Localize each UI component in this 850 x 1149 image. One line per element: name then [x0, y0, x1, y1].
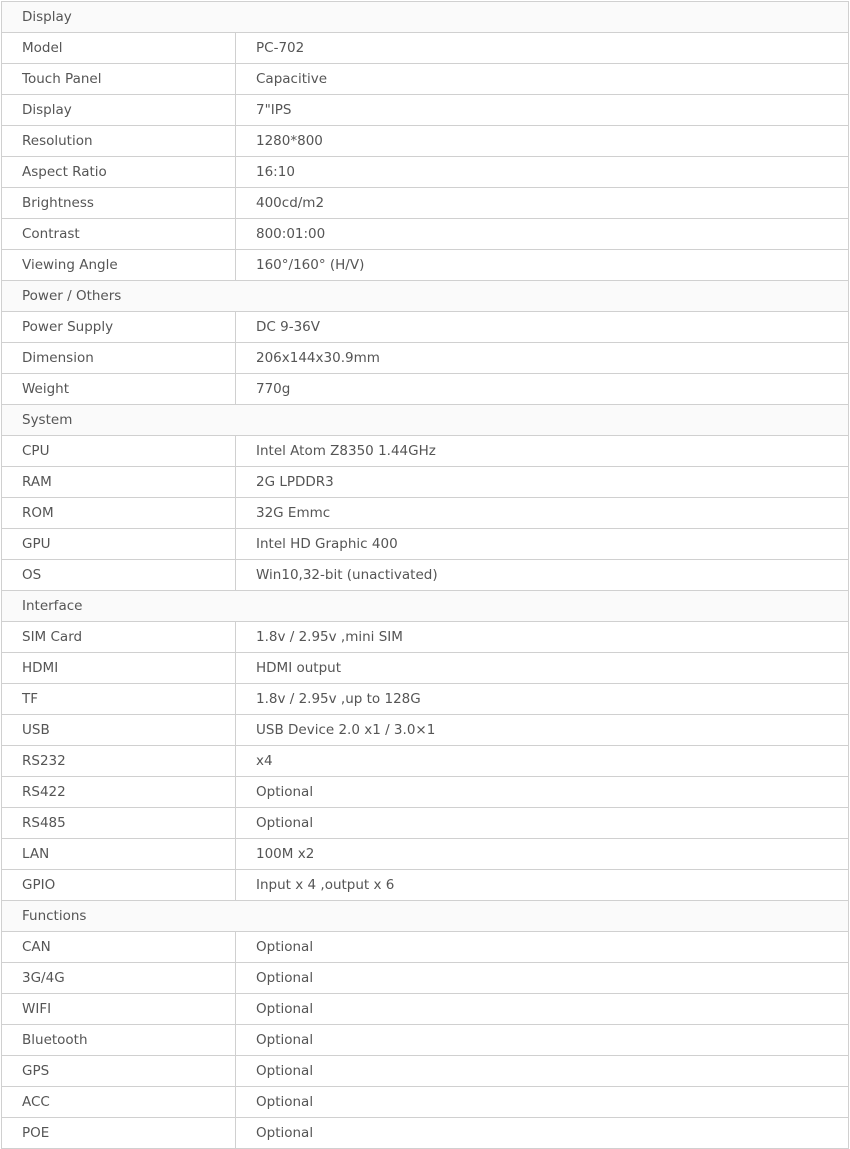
- table-row: [2, 436, 849, 467]
- spec-value: x4: [236, 746, 849, 777]
- table-row: [2, 95, 849, 126]
- spec-label: TF: [2, 684, 236, 715]
- section-title: Power / Others: [2, 281, 849, 312]
- spec-value: DC 9-36V: [236, 312, 849, 343]
- spec-label: OS: [2, 560, 236, 591]
- spec-value: 32G Emmc: [236, 498, 849, 529]
- table-row: [2, 777, 849, 808]
- spec-value: USB Device 2.0 x1 / 3.0×1: [236, 715, 849, 746]
- spec-value: 770g: [236, 374, 849, 405]
- spec-value: Optional: [236, 777, 849, 808]
- spec-value: 800:01:00: [236, 219, 849, 250]
- spec-label: POE: [2, 1118, 236, 1149]
- spec-label: RS485: [2, 808, 236, 839]
- spec-value: Optional: [236, 808, 849, 839]
- table-row: [2, 653, 849, 684]
- spec-value: 1280*800: [236, 126, 849, 157]
- spec-label: WIFI: [2, 994, 236, 1025]
- spec-value: 1.8v / 2.95v ,mini SIM: [236, 622, 849, 653]
- spec-label: Model: [2, 33, 236, 64]
- table-row: [2, 126, 849, 157]
- table-row: [2, 715, 849, 746]
- table-row: [2, 157, 849, 188]
- spec-label: LAN: [2, 839, 236, 870]
- section-title: Interface: [2, 591, 849, 622]
- spec-label: Bluetooth: [2, 1025, 236, 1056]
- table-row: [2, 808, 849, 839]
- spec-label: Contrast: [2, 219, 236, 250]
- section-title: System: [2, 405, 849, 436]
- spec-label: RS422: [2, 777, 236, 808]
- spec-label: SIM Card: [2, 622, 236, 653]
- spec-label: Brightness: [2, 188, 236, 219]
- spec-value: Optional: [236, 932, 849, 963]
- spec-value: Win10,32-bit (unactivated): [236, 560, 849, 591]
- spec-label: CAN: [2, 932, 236, 963]
- spec-value: 100M x2: [236, 839, 849, 870]
- spec-label: RS232: [2, 746, 236, 777]
- section-header-row: [2, 901, 849, 932]
- spec-value: 400cd/m2: [236, 188, 849, 219]
- spec-label: Display: [2, 95, 236, 126]
- section-header-row: [2, 405, 849, 436]
- spec-value: PC-702: [236, 33, 849, 64]
- table-row: [2, 684, 849, 715]
- spec-value: Intel HD Graphic 400: [236, 529, 849, 560]
- section-header-row: [2, 281, 849, 312]
- table-row: [2, 1056, 849, 1087]
- spec-value: HDMI output: [236, 653, 849, 684]
- spec-value: Intel Atom Z8350 1.44GHz: [236, 436, 849, 467]
- table-row: [2, 343, 849, 374]
- table-row: [2, 560, 849, 591]
- spec-value: Input x 4 ,output x 6: [236, 870, 849, 901]
- spec-value: Optional: [236, 1087, 849, 1118]
- spec-label: Dimension: [2, 343, 236, 374]
- section-header-row: [2, 591, 849, 622]
- spec-value: Optional: [236, 994, 849, 1025]
- spec-label: ROM: [2, 498, 236, 529]
- table-row: [2, 994, 849, 1025]
- spec-label: RAM: [2, 467, 236, 498]
- spec-label: CPU: [2, 436, 236, 467]
- spec-value: Optional: [236, 963, 849, 994]
- table-row: [2, 746, 849, 777]
- spec-label: Aspect Ratio: [2, 157, 236, 188]
- table-row: [2, 250, 849, 281]
- spec-value: 2G LPDDR3: [236, 467, 849, 498]
- spec-value: Capacitive: [236, 64, 849, 95]
- table-row: [2, 498, 849, 529]
- spec-label: HDMI: [2, 653, 236, 684]
- table-row: [2, 374, 849, 405]
- spec-value: Optional: [236, 1025, 849, 1056]
- spec-label: Weight: [2, 374, 236, 405]
- table-row: [2, 622, 849, 653]
- section-title: Display: [2, 2, 849, 33]
- spec-table-body: [2, 2, 849, 1149]
- table-row: [2, 1118, 849, 1149]
- spec-value: 160°/160° (H/V): [236, 250, 849, 281]
- spec-label: Power Supply: [2, 312, 236, 343]
- table-row: [2, 467, 849, 498]
- table-row: [2, 188, 849, 219]
- table-row: [2, 64, 849, 95]
- table-row: [2, 1087, 849, 1118]
- spec-label: ACC: [2, 1087, 236, 1118]
- table-row: [2, 1025, 849, 1056]
- spec-label: GPU: [2, 529, 236, 560]
- spec-label: Viewing Angle: [2, 250, 236, 281]
- table-row: [2, 870, 849, 901]
- spec-value: 206x144x30.9mm: [236, 343, 849, 374]
- table-row: [2, 932, 849, 963]
- spec-label: GPS: [2, 1056, 236, 1087]
- section-title: Functions: [2, 901, 849, 932]
- spec-label: 3G/4G: [2, 963, 236, 994]
- table-row: [2, 529, 849, 560]
- table-row: [2, 219, 849, 250]
- spec-label: GPIO: [2, 870, 236, 901]
- table-row: [2, 33, 849, 64]
- spec-value: Optional: [236, 1118, 849, 1149]
- spec-label: Resolution: [2, 126, 236, 157]
- spec-label: Touch Panel: [2, 64, 236, 95]
- spec-value: 7"IPS: [236, 95, 849, 126]
- spec-table: [1, 1, 849, 1149]
- spec-label: USB: [2, 715, 236, 746]
- table-row: [2, 312, 849, 343]
- spec-value: 1.8v / 2.95v ,up to 128G: [236, 684, 849, 715]
- spec-value: Optional: [236, 1056, 849, 1087]
- section-header-row: [2, 2, 849, 33]
- spec-value: 16:10: [236, 157, 849, 188]
- table-row: [2, 839, 849, 870]
- table-row: [2, 963, 849, 994]
